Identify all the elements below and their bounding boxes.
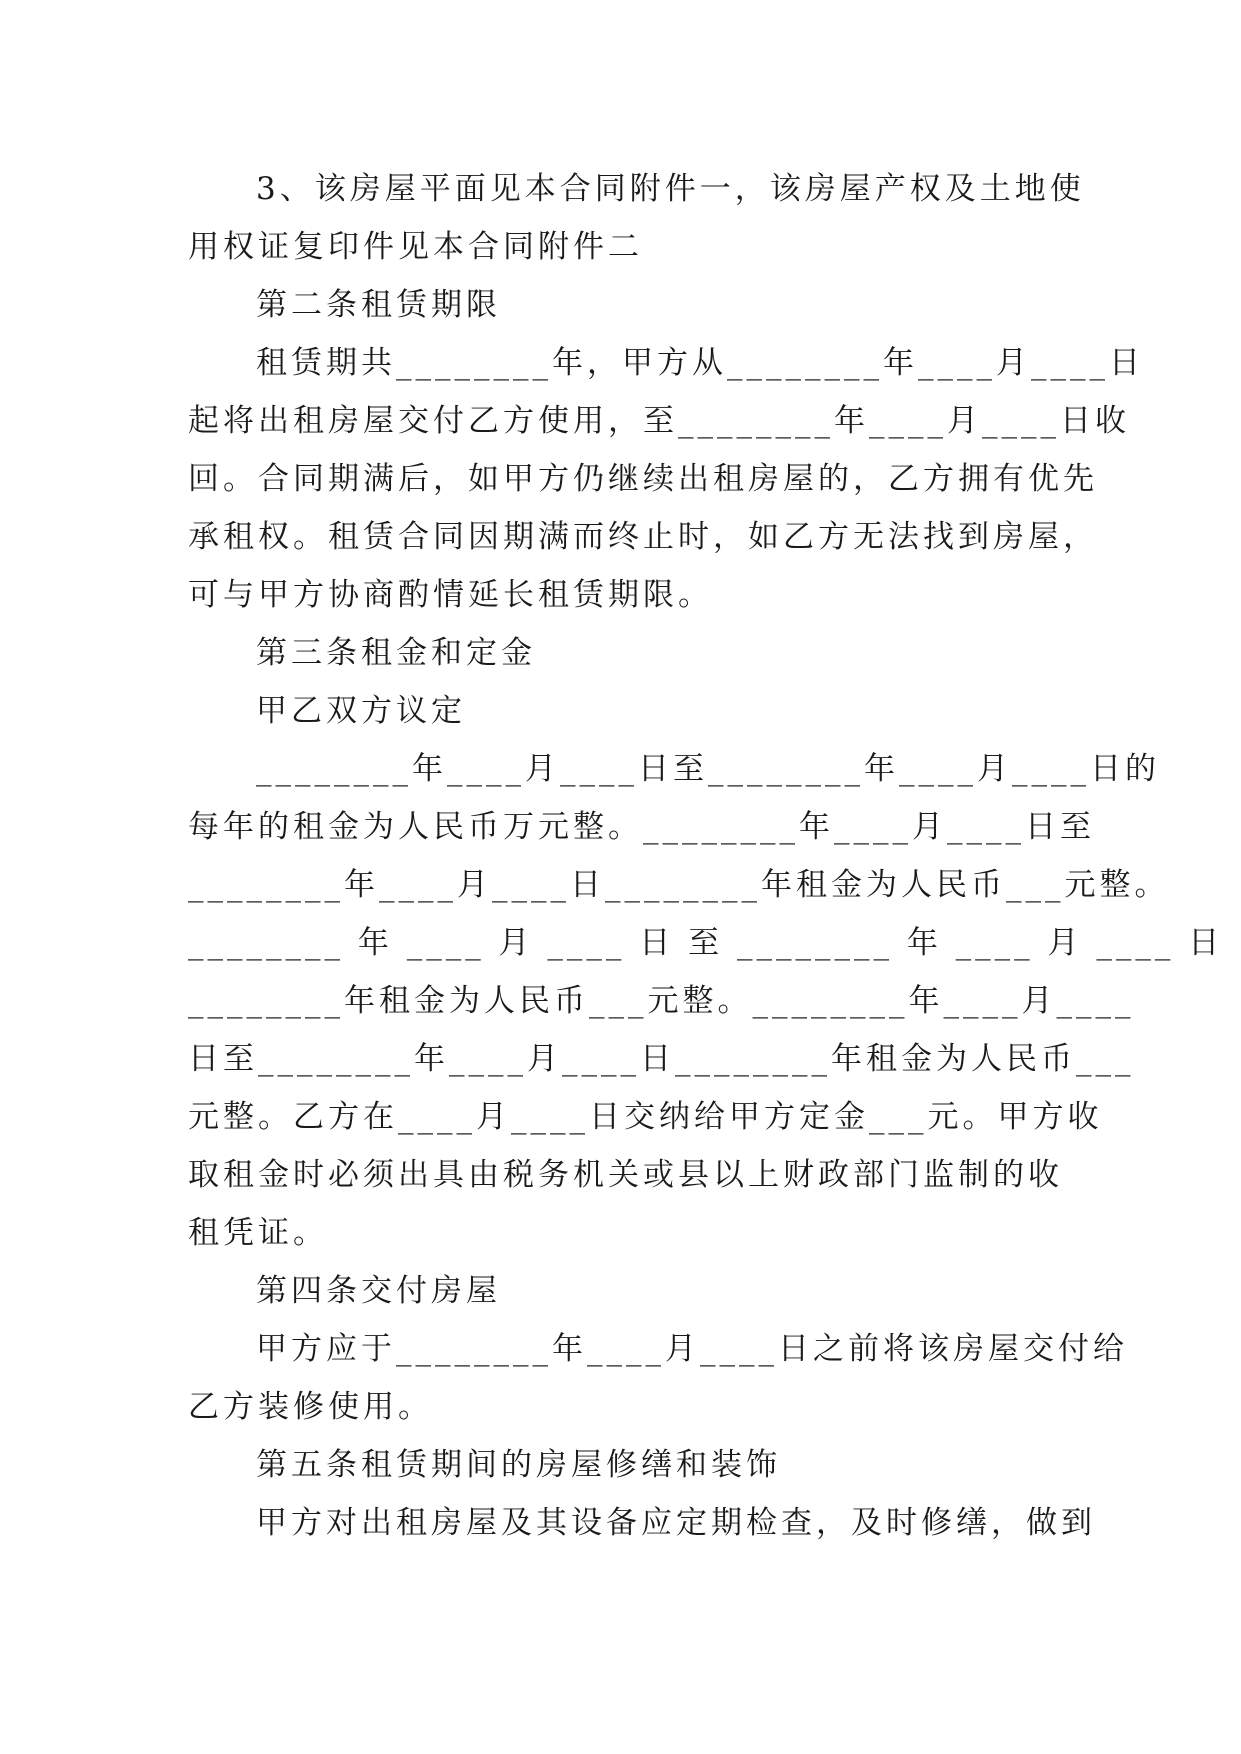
article-2-line-2: 起将出租房屋交付乙方使用，至________年____月____日收 <box>188 403 1130 439</box>
clause-1-3-line-2: 用权证复印件见本合同附件二 <box>188 229 643 265</box>
article-3-line-10: 租凭证。 <box>188 1215 328 1251</box>
article-3-line-4: ________年____月____日________年租金为人民币___元整。 <box>188 867 1170 903</box>
article-2-heading: 第二条租赁期限 <box>256 287 501 323</box>
article-3-line-7: 日至________年____月____日________年租金为人民币___ <box>188 1041 1135 1077</box>
article-3-line-2: ________年____月____日至________年____月____日的 <box>256 751 1160 787</box>
article-4-line-2: 乙方装修使用。 <box>188 1389 433 1425</box>
article-2-line-5: 可与甲方协商酌情延长租赁期限。 <box>188 577 713 613</box>
document-body <box>188 160 1224 1552</box>
article-3-line-1: 甲乙双方议定 <box>256 693 466 729</box>
article-2-line-4: 承租权。租赁合同因期满而终止时，如乙方无法找到房屋， <box>188 519 1098 555</box>
article-3-line-3: 每年的租金为人民币万元整。________年____月____日至 <box>188 809 1095 845</box>
article-5-line-1: 甲方对出租房屋及其设备应定期检查，及时修缮，做到 <box>256 1505 1096 1541</box>
article-4-line-1: 甲方应于________年____月____日之前将该房屋交付给 <box>256 1331 1128 1367</box>
article-3-line-5: ________ 年 ____ 月 ____ 日 至 ________ 年 ____ 月 ____ 日 <box>188 925 1224 961</box>
article-2-line-1: 租赁期共________年，甲方从________年____月____日 <box>256 345 1144 381</box>
article-5-heading: 第五条租赁期间的房屋修缮和装饰 <box>256 1447 781 1483</box>
clause-1-3-line-1: 3、该房屋平面见本合同附件一，该房屋产权及土地使 <box>256 171 1085 207</box>
article-3-line-8: 元整。乙方在____月____日交纳给甲方定金___元。甲方收 <box>188 1099 1103 1135</box>
article-3-heading: 第三条租金和定金 <box>256 635 536 671</box>
article-2-line-3: 回。合同期满后，如甲方仍继续出租房屋的，乙方拥有优先 <box>188 461 1098 497</box>
article-4-heading: 第四条交付房屋 <box>256 1273 501 1309</box>
article-3-line-6: ________年租金为人民币___元整。________年____月____ <box>188 983 1135 1019</box>
article-3-line-9: 取租金时必须出具由税务机关或县以上财政部门监制的收 <box>188 1157 1063 1193</box>
